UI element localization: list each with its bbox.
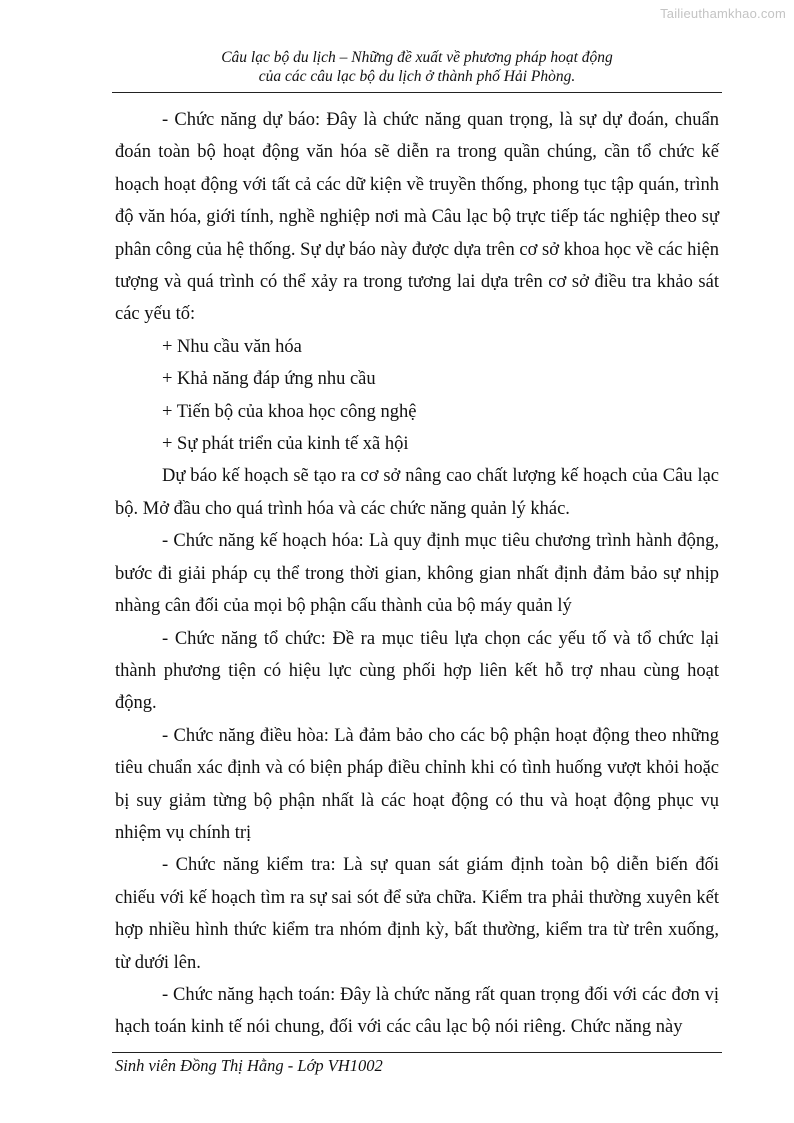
running-footer: Sinh viên Đồng Thị Hằng - Lớp VH1002	[115, 1056, 383, 1075]
paragraph: - Chức năng tổ chức: Đề ra mục tiêu lựa chọn các yếu tố và tổ chức lại thành phương tiện có hiệu lực cùng phối hợp liên kết hỗ trợ nhau cùng hoạt động.	[115, 628, 719, 714]
watermark: Tailieuthamkhao.com	[660, 6, 786, 21]
bullet-item: + Nhu cầu văn hóa	[162, 336, 302, 357]
header-line-2: của các câu lạc bộ du lịch ở thành phố Hải Phòng.	[258, 68, 576, 85]
header-divider	[112, 92, 722, 93]
paragraph: - Chức năng kiểm tra: Là sự quan sát giám định toàn bộ diễn biến đối chiếu với kế hoạch tìm ra sự sai sót để sửa chữa. Kiểm tra phải thường xuyên kết hợp nhiều hình thức kiểm tra nhóm định kỳ, bất thường, kiểm tra từ trên xuống, từ dưới lên.	[115, 855, 719, 973]
bullet-item: + Khả năng đáp ứng nhu cầu	[162, 369, 376, 390]
running-header	[112, 48, 722, 86]
bullet-item: + Sự phát triển của kinh tế xã hội	[162, 434, 409, 455]
header-line-1: Câu lạc bộ du lịch – Những đề xuất về phương pháp hoạt động	[221, 49, 613, 66]
body-text	[115, 104, 719, 1044]
paragraph: - Chức năng hạch toán: Đây là chức năng rất quan trọng đối với các đơn vị hạch toán kinh tế nói chung, đối với các câu lạc bộ nói riêng. Chức năng này	[115, 984, 719, 1038]
paragraph: - Chức năng dự báo: Đây là chức năng quan trọng, là sự dự đoán, chuẩn đoán toàn bộ hoạt động văn hóa sẽ diễn ra trong quần chúng, cần tổ chức kế hoạch hoạt động với tất cả các dữ kiện về truyền thống, phong tục tập quán, trình độ văn hóa, giới tính, nghề nghiệp nơi mà Câu lạc bộ trực tiếp tác nghiệp theo sự phân công của hệ thống. Sự dự báo này được dựa trên cơ sở khoa học về các hiện tượng và quá trình có thể xảy ra trong tương lai dựa trên cơ sở điều tra khảo sát các yếu tố:	[115, 110, 719, 325]
footer-divider	[112, 1052, 722, 1053]
paragraph: Dự báo kế hoạch sẽ tạo ra cơ sở nâng cao chất lượng kế hoạch của Câu lạc bộ. Mở đầu cho quá trình hóa và các chức năng quản lý khác.	[115, 466, 719, 519]
paragraph: - Chức năng kế hoạch hóa: Là quy định mục tiêu chương trình hành động, bước đi giải pháp cụ thể trong thời gian, không gian nhất định đảm bảo sự nhịp nhàng cân đối của mọi bộ phận cấu thành của bộ máy quản lý	[115, 531, 719, 617]
paragraph: - Chức năng điều hòa: Là đảm bảo cho các bộ phận hoạt động theo những tiêu chuẩn xác định và có biện pháp điều chỉnh khi có tình huống vượt khỏi hoặc bị suy giảm từng bộ phận nhất là các hoạt động có thu và hoạt động phục vụ nhiệm vụ chính trị	[115, 725, 719, 843]
bullet-item: + Tiến bộ của khoa học công nghệ	[162, 401, 417, 422]
